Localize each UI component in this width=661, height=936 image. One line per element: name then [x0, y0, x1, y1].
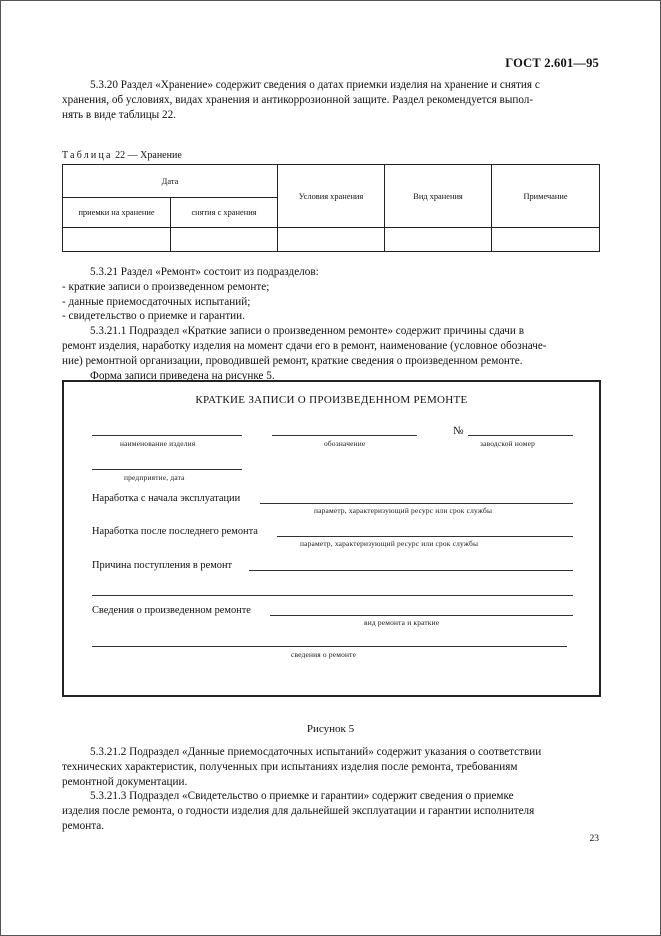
- date-group-header: Дата: [63, 165, 278, 198]
- section-5-3-20: [62, 78, 599, 122]
- table-cell: [492, 228, 600, 252]
- section-5-3-21: [62, 265, 599, 383]
- list-item: - свидетельство о приемке и гарантии.: [62, 310, 245, 323]
- operation-since-start-line: [260, 503, 573, 504]
- enterprise-date-label: предприятие, дата: [124, 473, 185, 482]
- table-caption: Таблица 22 — Хранение: [62, 150, 182, 161]
- text-line: изделия после ремонта, о годности изделия для дальнейшей эксплуатации и гарантии исполнителя: [62, 805, 535, 818]
- text-line: 5.3.21.2 Подраздел «Данные приемосдаточных испытаний» содержит указания о соответствии: [90, 746, 542, 758]
- note-header: Примечание: [492, 165, 600, 228]
- section-5-3-21-2: [62, 745, 599, 834]
- serial-number-label: заводской номер: [480, 439, 536, 448]
- table-cell: [278, 228, 385, 252]
- text-line: 5.3.21.3 Подраздел «Свидетельство о приемке и гарантии» содержит сведения о приемке: [90, 790, 514, 803]
- standard-header: ГОСТ 2.601—95: [505, 56, 599, 70]
- acceptance-date-header: приемки на хранение: [63, 198, 171, 228]
- list-item: - краткие записи о произведенном ремонте;: [62, 280, 270, 293]
- item-name-line: [92, 435, 242, 436]
- list-item: - данные приемосдаточных испытаний;: [62, 295, 251, 308]
- text-line: 5.3.21 Раздел «Ремонт» состоит из подразделов:: [90, 266, 319, 278]
- repair-reason-line-2: [92, 595, 573, 596]
- text-line: хранения, об условиях, видах хранения и антикоррозионной защите. Раздел рекомендуется выпол-: [62, 93, 534, 106]
- text-line: технических характеристик, полученных при испытаниях изделия после ремонта, требованиям: [62, 760, 518, 773]
- enterprise-date-line: [92, 469, 242, 470]
- repair-type-hint: вид ремонта и краткие: [364, 618, 440, 627]
- storage-table: [62, 164, 600, 252]
- text-line: Форма записи приведена на рисунке 5.: [90, 369, 275, 382]
- number-sign: №: [453, 425, 464, 437]
- table-cell: [63, 228, 171, 252]
- operation-since-last-line: [277, 536, 573, 537]
- param-hint: параметр, характеризующий ресурс или срок службы: [314, 506, 493, 515]
- table-cell: [385, 228, 492, 252]
- conditions-header: Условия хранения: [278, 165, 385, 228]
- repair-info-label: Сведения о произведенном ремонте: [92, 605, 251, 616]
- designation-line: [272, 435, 417, 436]
- page-number: 23: [589, 834, 599, 844]
- text-line: ние) ремонтной организации, проводившей ремонт, краткие сведения о произведенном ремонте.: [62, 354, 523, 367]
- repair-reason-line: [249, 570, 573, 571]
- text-line: ремонт изделия, наработку изделия на момент сдачи его в ремонт, наименование (условное обозначе-: [62, 339, 547, 352]
- repair-info-line: [270, 615, 573, 616]
- storage-type-header: Вид хранения: [385, 165, 492, 228]
- text-line: ремонта.: [62, 819, 105, 832]
- form-title: КРАТКИЕ ЗАПИСИ О ПРОИЗВЕДЕННОМ РЕМОНТЕ: [195, 394, 468, 406]
- repair-record-form: [62, 380, 601, 697]
- text-line: ремонтной документации.: [62, 775, 188, 788]
- removal-date-header: снятия с хранения: [171, 198, 278, 228]
- param-hint: параметр, характеризующий ресурс или срок службы: [300, 539, 479, 548]
- text-line: 5.3.21.1 Подраздел «Краткие записи о произведенном ремонте» содержит причины сдачи в: [90, 325, 524, 338]
- repair-info-line-2: [92, 646, 567, 647]
- repair-reason-label: Причина поступления в ремонт: [92, 560, 233, 571]
- table-row: [63, 228, 600, 252]
- text-line: нять в виде таблицы 22.: [62, 108, 176, 121]
- text-line: 5.3.20 Раздел «Хранение» содержит сведения о датах приемки изделия на хранение и снятия с: [90, 79, 540, 91]
- designation-label: обозначение: [324, 439, 366, 448]
- operation-since-start-label: Наработка с начала эксплуатации: [92, 493, 241, 504]
- operation-since-last-label: Наработка после последнего ремонта: [92, 526, 258, 537]
- table-cell: [171, 228, 278, 252]
- figure-caption: Рисунок 5: [306, 723, 355, 735]
- item-name-label: наименование изделия: [120, 439, 196, 448]
- repair-info-hint: сведения о ремонте: [291, 650, 357, 659]
- serial-number-line: [468, 435, 573, 436]
